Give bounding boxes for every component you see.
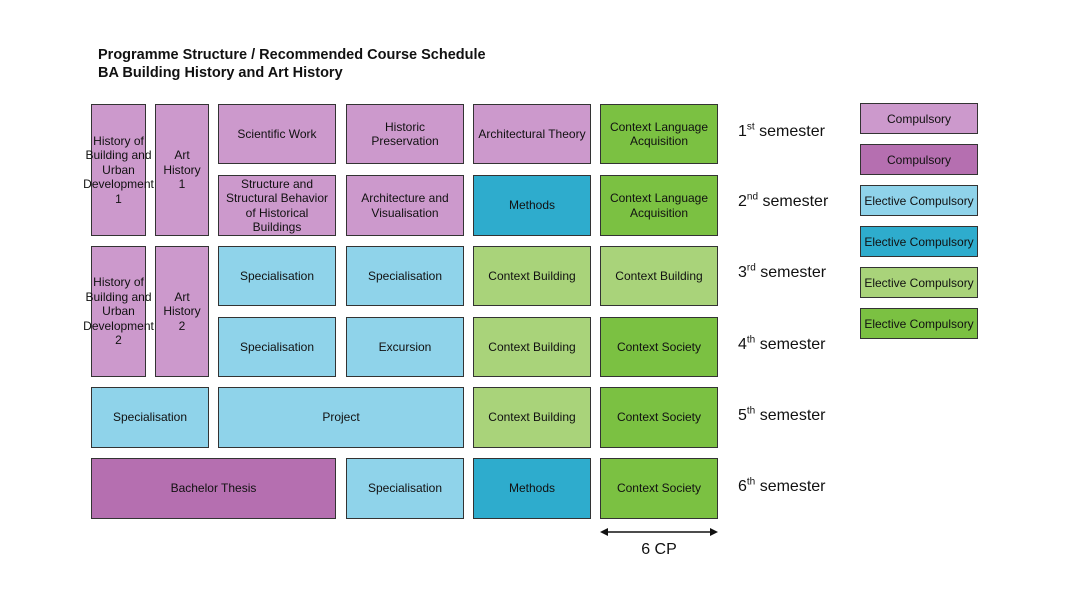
module-scientific-work: Scientific Work [218,104,336,164]
module-context-society-6: Context Society [600,458,718,519]
module-context-society-5: Context Society [600,387,718,448]
legend-item-compulsory-light: Compulsory [860,103,978,134]
module-specialisation-3a: Specialisation [218,246,336,306]
legend-item-compulsory-dark: Compulsory [860,144,978,175]
module-excursion: Excursion [346,317,464,377]
module-architectural-theory: Architectural Theory [473,104,591,164]
semester-label-3: 3rd semester [738,262,827,281]
module-specialisation-6: Specialisation [346,458,464,519]
module-structure: Structure and Structural Behavior of Historical Buildings [218,175,336,236]
module-specialisation-4: Specialisation [218,317,336,377]
legend-item-elective-dark-green: Elective Compulsory [860,308,978,339]
module-methods-2: Methods [473,175,591,236]
legend-item-elective-dark-blue: Elective Compulsory [860,226,978,257]
module-art-history-1: Art History 1 [155,104,209,236]
module-specialisation-3b: Specialisation [346,246,464,306]
module-context-language-2: Context Language Acquisition [600,175,718,236]
title-line-1: Programme Structure / Recommended Course Schedule [98,47,486,63]
semester-label-4: 4th semester [738,334,826,353]
module-project: Project [218,387,464,448]
legend-item-elective-light-green: Elective Compulsory [860,267,978,298]
legend-item-elective-light-blue: Elective Compulsory [860,185,978,216]
title-line-2: BA Building History and Art History [98,65,343,81]
semester-label-1: 1st semester [738,121,825,140]
module-methods-6: Methods [473,458,591,519]
module-history-building-1: History of Building and Urban Development 1 [91,104,146,236]
scale-arrow [598,525,722,539]
module-context-building-3a: Context Building [473,246,591,306]
semester-label-2: 2nd semester [738,191,829,210]
module-context-society-4: Context Society [600,317,718,377]
semester-label-6: 6th semester [738,476,826,495]
semester-label-5: 5th semester [738,405,826,424]
module-context-language-1: Context Language Acquisition [600,104,718,164]
module-history-building-2: History of Building and Urban Development 2 [91,246,146,377]
module-architecture-visualisation: Architecture and Visualisation [346,175,464,236]
module-context-building-5: Context Building [473,387,591,448]
module-historic-preservation: Historic Preservation [346,104,464,164]
module-bachelor-thesis: Bachelor Thesis [91,458,336,519]
scale-label: 6 CP [641,541,677,558]
module-art-history-2: Art History 2 [155,246,209,377]
module-context-building-3b: Context Building [600,246,718,306]
module-specialisation-5: Specialisation [91,387,209,448]
module-context-building-4: Context Building [473,317,591,377]
